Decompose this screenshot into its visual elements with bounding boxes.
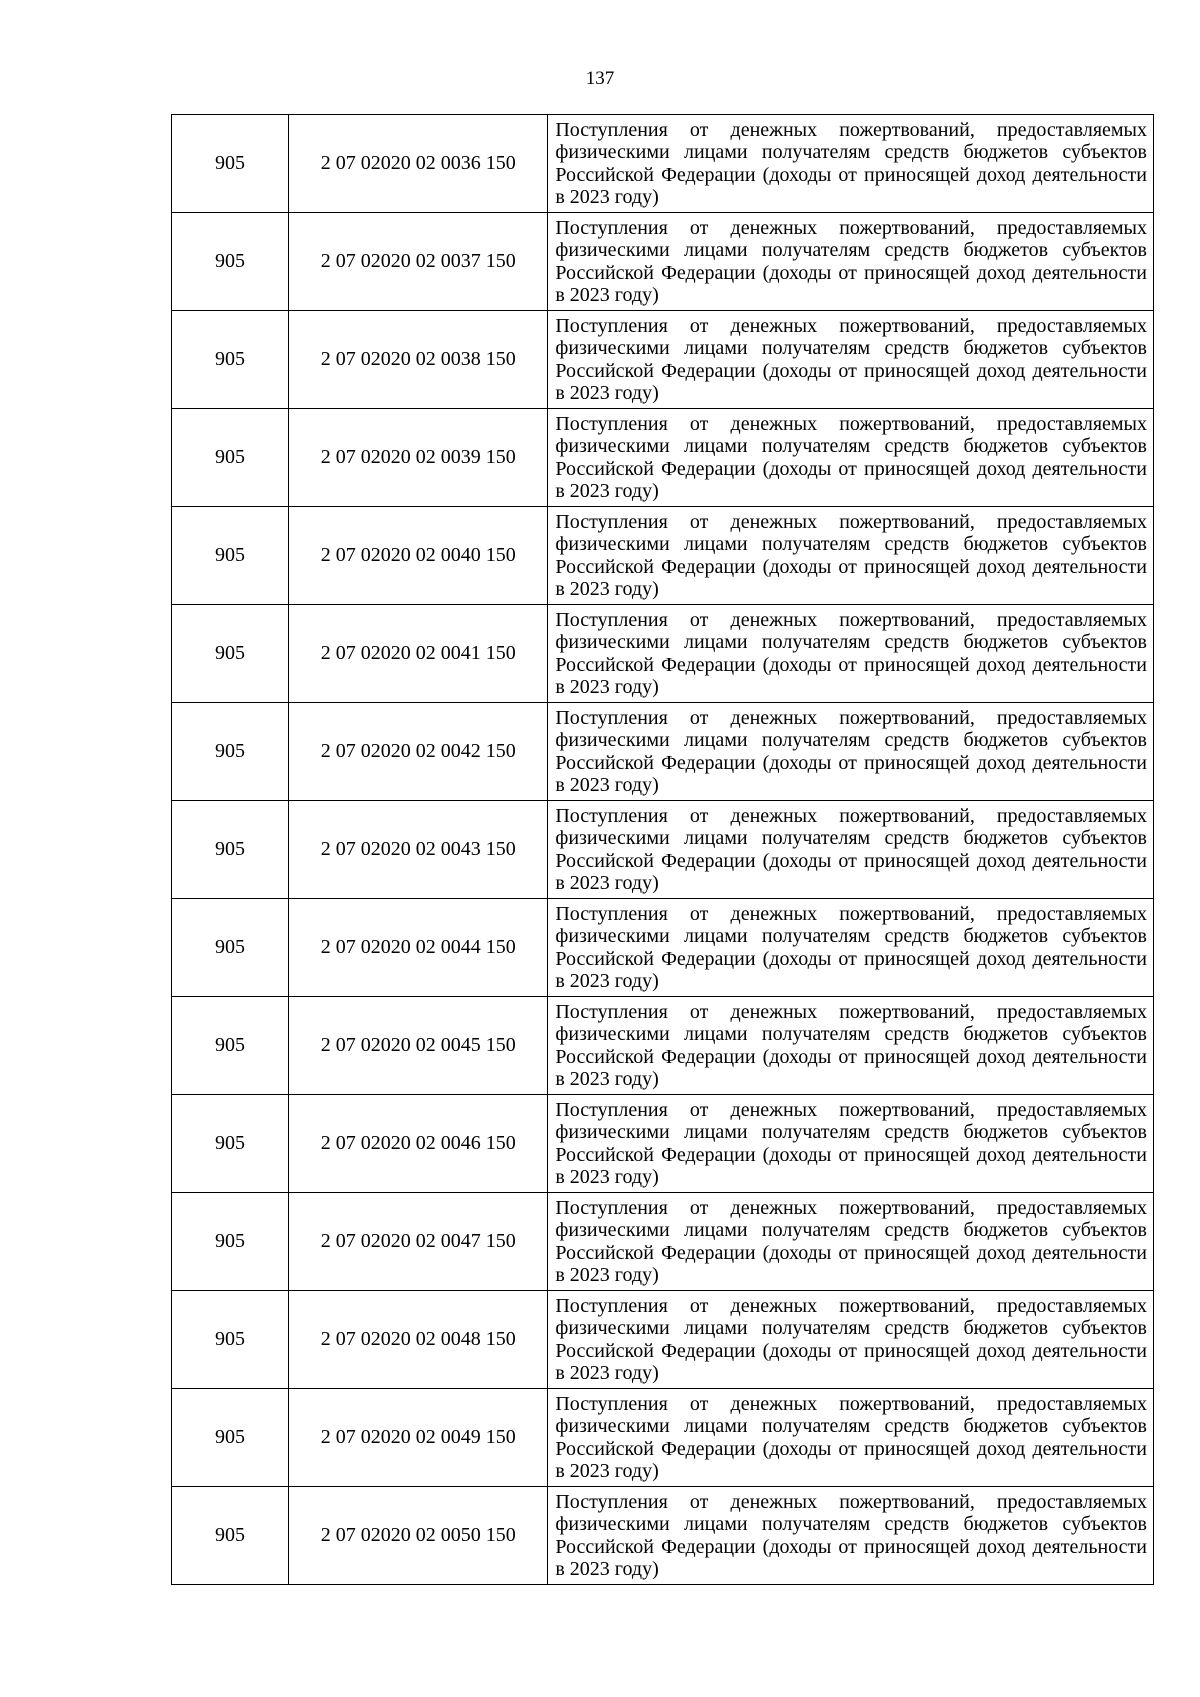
admin-code-cell: 905	[172, 801, 289, 899]
table-row	[172, 1095, 1154, 1193]
budget-classification-code-cell: 2 07 02020 02 0040 150	[289, 507, 548, 605]
revenue-name-cell: Поступления от денежных пожертвований, предоставляемых физическими лицами получателям средств бюджетов субъектов Российской Федерации (доходы от приносящей доход деятельности в 2023 году)	[548, 1389, 1154, 1487]
page-number: 137	[585, 68, 615, 89]
budget-classification-code-cell: 2 07 02020 02 0050 150	[289, 1487, 548, 1585]
table-row	[172, 1291, 1154, 1389]
table-row	[172, 1487, 1154, 1585]
budget-classification-code-cell: 2 07 02020 02 0037 150	[289, 213, 548, 311]
table-row	[172, 1193, 1154, 1291]
table-row	[172, 605, 1154, 703]
revenue-name-cell: Поступления от денежных пожертвований, предоставляемых физическими лицами получателям средств бюджетов субъектов Российской Федерации (доходы от приносящей доход деятельности в 2023 году)	[548, 115, 1154, 213]
revenue-codes-table	[171, 114, 1154, 1585]
admin-code-cell: 905	[172, 409, 289, 507]
admin-code-cell: 905	[172, 997, 289, 1095]
table-row	[172, 115, 1154, 213]
revenue-name-cell: Поступления от денежных пожертвований, предоставляемых физическими лицами получателям средств бюджетов субъектов Российской Федерации (доходы от приносящей доход деятельности в 2023 году)	[548, 1487, 1154, 1585]
budget-classification-code-cell: 2 07 02020 02 0043 150	[289, 801, 548, 899]
budget-classification-code-cell: 2 07 02020 02 0046 150	[289, 1095, 548, 1193]
budget-classification-code-cell: 2 07 02020 02 0042 150	[289, 703, 548, 801]
table-row	[172, 213, 1154, 311]
table-row	[172, 311, 1154, 409]
admin-code-cell: 905	[172, 1291, 289, 1389]
revenue-name-cell: Поступления от денежных пожертвований, предоставляемых физическими лицами получателям средств бюджетов субъектов Российской Федерации (доходы от приносящей доход деятельности в 2023 году)	[548, 801, 1154, 899]
revenue-name-cell: Поступления от денежных пожертвований, предоставляемых физическими лицами получателям средств бюджетов субъектов Российской Федерации (доходы от приносящей доход деятельности в 2023 году)	[548, 899, 1154, 997]
admin-code-cell: 905	[172, 1095, 289, 1193]
admin-code-cell: 905	[172, 1193, 289, 1291]
budget-classification-code-cell: 2 07 02020 02 0044 150	[289, 899, 548, 997]
revenue-name-cell: Поступления от денежных пожертвований, предоставляемых физическими лицами получателям средств бюджетов субъектов Российской Федерации (доходы от приносящей доход деятельности в 2023 году)	[548, 997, 1154, 1095]
revenue-name-cell: Поступления от денежных пожертвований, предоставляемых физическими лицами получателям средств бюджетов субъектов Российской Федерации (доходы от приносящей доход деятельности в 2023 году)	[548, 1095, 1154, 1193]
revenue-name-cell: Поступления от денежных пожертвований, предоставляемых физическими лицами получателям средств бюджетов субъектов Российской Федерации (доходы от приносящей доход деятельности в 2023 году)	[548, 703, 1154, 801]
table-row	[172, 997, 1154, 1095]
admin-code-cell: 905	[172, 1389, 289, 1487]
table-row	[172, 409, 1154, 507]
revenue-name-cell: Поступления от денежных пожертвований, предоставляемых физическими лицами получателям средств бюджетов субъектов Российской Федерации (доходы от приносящей доход деятельности в 2023 году)	[548, 507, 1154, 605]
budget-classification-code-cell: 2 07 02020 02 0041 150	[289, 605, 548, 703]
table-row	[172, 507, 1154, 605]
budget-classification-code-cell: 2 07 02020 02 0049 150	[289, 1389, 548, 1487]
admin-code-cell: 905	[172, 115, 289, 213]
admin-code-cell: 905	[172, 605, 289, 703]
revenue-name-cell: Поступления от денежных пожертвований, предоставляемых физическими лицами получателям средств бюджетов субъектов Российской Федерации (доходы от приносящей доход деятельности в 2023 году)	[548, 213, 1154, 311]
table-body	[172, 115, 1154, 1585]
table-row	[172, 899, 1154, 997]
revenue-name-cell: Поступления от денежных пожертвований, предоставляемых физическими лицами получателям средств бюджетов субъектов Российской Федерации (доходы от приносящей доход деятельности в 2023 году)	[548, 311, 1154, 409]
budget-classification-code-cell: 2 07 02020 02 0038 150	[289, 311, 548, 409]
budget-classification-code-cell: 2 07 02020 02 0039 150	[289, 409, 548, 507]
budget-classification-code-cell: 2 07 02020 02 0048 150	[289, 1291, 548, 1389]
admin-code-cell: 905	[172, 703, 289, 801]
admin-code-cell: 905	[172, 1487, 289, 1585]
budget-classification-code-cell: 2 07 02020 02 0036 150	[289, 115, 548, 213]
admin-code-cell: 905	[172, 213, 289, 311]
revenue-name-cell: Поступления от денежных пожертвований, предоставляемых физическими лицами получателям средств бюджетов субъектов Российской Федерации (доходы от приносящей доход деятельности в 2023 году)	[548, 605, 1154, 703]
admin-code-cell: 905	[172, 507, 289, 605]
table-row	[172, 801, 1154, 899]
admin-code-cell: 905	[172, 899, 289, 997]
budget-classification-code-cell: 2 07 02020 02 0047 150	[289, 1193, 548, 1291]
revenue-name-cell: Поступления от денежных пожертвований, предоставляемых физическими лицами получателям средств бюджетов субъектов Российской Федерации (доходы от приносящей доход деятельности в 2023 году)	[548, 409, 1154, 507]
budget-classification-code-cell: 2 07 02020 02 0045 150	[289, 997, 548, 1095]
revenue-name-cell: Поступления от денежных пожертвований, предоставляемых физическими лицами получателям средств бюджетов субъектов Российской Федерации (доходы от приносящей доход деятельности в 2023 году)	[548, 1291, 1154, 1389]
revenue-name-cell: Поступления от денежных пожертвований, предоставляемых физическими лицами получателям средств бюджетов субъектов Российской Федерации (доходы от приносящей доход деятельности в 2023 году)	[548, 1193, 1154, 1291]
table-row	[172, 703, 1154, 801]
table-row	[172, 1389, 1154, 1487]
admin-code-cell: 905	[172, 311, 289, 409]
